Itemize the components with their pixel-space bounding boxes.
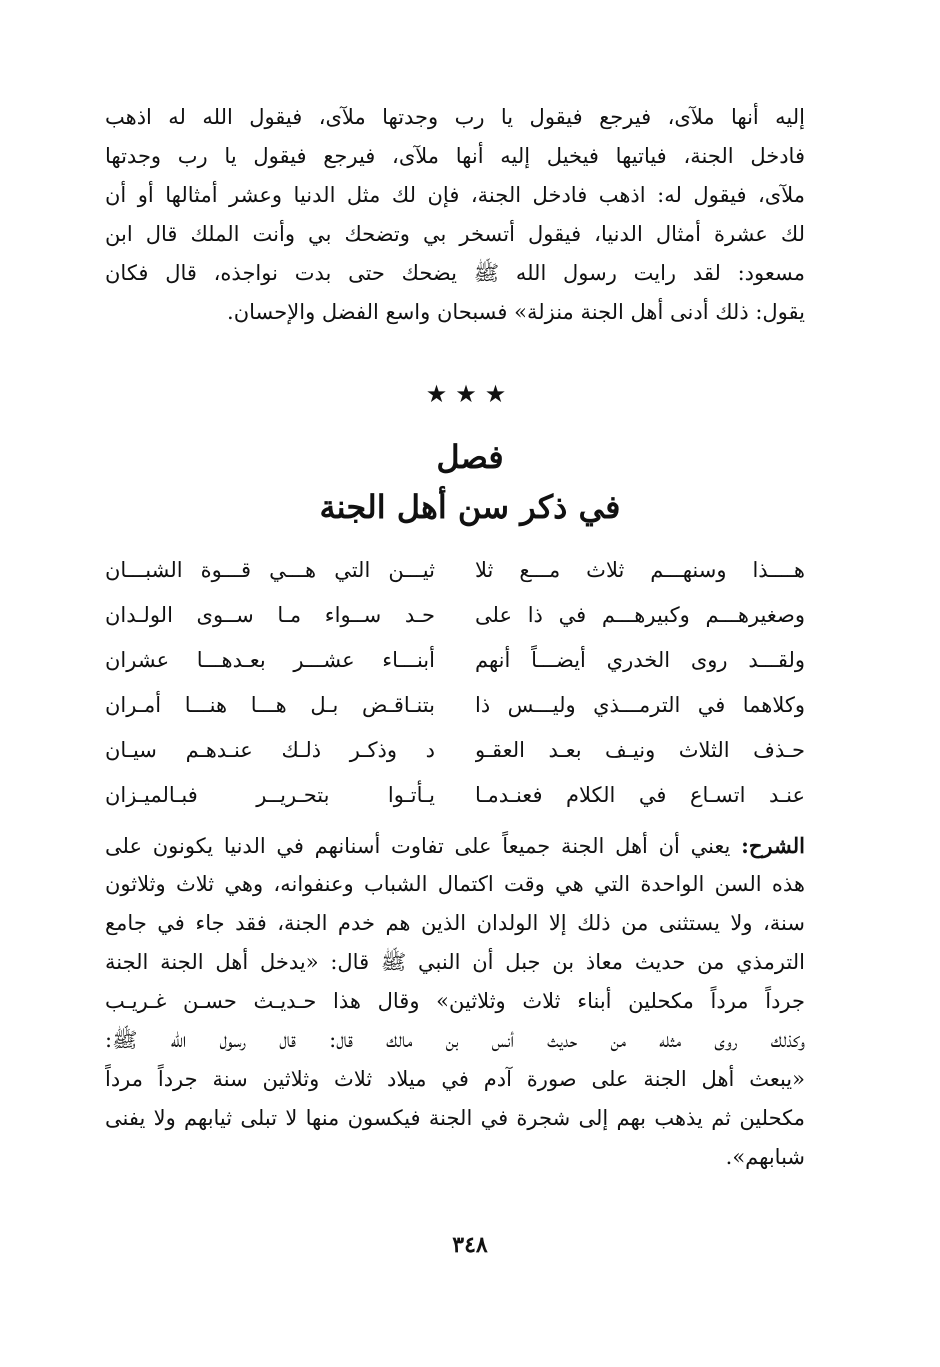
commentary-line: «يبعث أهل الجنة على صورة آدم في ميلاد ثلاث وثلاثين سنة جرداً مرداً bbox=[105, 1067, 805, 1091]
verse-second-hemistich: بتنـاقـض بـل هـــا هنـــا أمـران bbox=[105, 693, 435, 717]
commentary-line: شبابهم». bbox=[725, 1145, 805, 1169]
chapter-heading: فصل bbox=[436, 438, 504, 476]
verse-first-hemistich: وصغيرهـــم وكبيرهـــم في ذا على bbox=[475, 603, 805, 627]
verse-second-hemistich: يـأتـوا بتحـريــر فبـالميـزان bbox=[105, 783, 435, 807]
verse-second-hemistich: د وذكـر ذلـك عنـدهـم سيـان bbox=[105, 738, 435, 762]
verse bbox=[105, 683, 805, 728]
intro-line: إليه أنها ملآى، فيرجع فيقول يا رب وجدتها ملآى، فيقول الله له اذهب bbox=[105, 105, 805, 129]
verse bbox=[105, 773, 805, 818]
verse-first-hemistich: وكلاهما في الترمـــذي وليـــس ذا bbox=[475, 693, 805, 717]
commentary-line bbox=[105, 826, 805, 865]
intro-paragraph bbox=[105, 98, 805, 332]
verse-first-hemistich: ولقـــد روى الخدري أيضـــاً أنهم bbox=[475, 648, 805, 672]
poem bbox=[105, 548, 805, 818]
verse bbox=[105, 638, 805, 683]
commentary-text: يعني أن أهل الجنة جميعاً على تفاوت أسنانهم في الدنيا يكونون على bbox=[105, 834, 742, 858]
intro-line: لك عشرة أمثال الدنيا، فيقول أتسخر بي وتضحك بي وأنت الملك قال ابن bbox=[105, 222, 805, 246]
commentary-line: جرداً مرداً مكحلين أبناء ثلاث وثلاثين» وقال هذا حـديـث حسـن غـريـب bbox=[105, 989, 805, 1013]
commentary-paragraph bbox=[105, 826, 805, 1177]
commentary-line: مكحلين ثم يذهب بهم إلى شجرة في الجنة فيكسون منها لا تبلى ثيابهم ولا يفنى bbox=[105, 1106, 805, 1130]
verse-second-hemistich: حـد ســواء مـا ســوى الولـدان bbox=[105, 603, 435, 627]
intro-line: يقول: ذلك أدنى أهل الجنة منزلة» فسبحان واسع الفضل والإحسان. bbox=[227, 300, 805, 324]
verse bbox=[105, 593, 805, 638]
verse-first-hemistich: حـذف الثلاث ونيـف بعـد العقـو bbox=[475, 738, 805, 762]
chapter-subheading: في ذكر سن أهل الجنة bbox=[319, 488, 621, 526]
commentary-line: هذه السن الواحدة التي هي وقت اكتمال الشباب وعنفوانه، وهي ثلاث وثلاثون bbox=[105, 872, 805, 896]
commentary-label: الشرح: bbox=[741, 833, 805, 858]
verse-second-hemistich: ثيـــن التي هـــي قـــوة الشبـــان bbox=[105, 558, 435, 582]
page-number: ٣٤٨ bbox=[452, 1232, 488, 1258]
verse bbox=[105, 728, 805, 773]
intro-line: ملآى، فيقول له: اذهب فادخل الجنة، فإن لك مثل الدنيا وعشر أمثالها أو أن bbox=[105, 183, 805, 207]
intro-line: فادخل الجنة، فياتيها فيخيل إليه أنها ملآى، فيرجع فيقول يا رب وجدتها bbox=[105, 144, 805, 168]
verse-first-hemistich: عنـد اتسـاع في الكلام فعنـدمـا bbox=[475, 783, 805, 807]
commentary-line: سنة، ولا يستثنى من ذلك إلا الولدان الذين هم خدم الجنة، فقد جاء في جامع bbox=[105, 911, 805, 935]
commentary-line: الترمذي من حديث معاذ بن جبل أن النبي ﷺ قال: «يدخل أهل الجنة الجنة bbox=[105, 950, 805, 974]
verse-second-hemistich: أبنـــاء عشـــر بعـدهـــا عشران bbox=[105, 648, 435, 672]
section-separator: ★★★ bbox=[425, 380, 515, 408]
verse-first-hemistich: هــــذا وسنهـــم ثلاث مـــع ثلا bbox=[475, 558, 805, 582]
commentary-line: وكذلك روى مثله من حديث أنس بن مالك قال: قال رسول الله ﷺ: bbox=[105, 1028, 805, 1052]
intro-line: مسعود: لقد رايت رسول الله ﷺ يضحك حتى بدت نواجذه، قال فكان bbox=[105, 261, 805, 285]
verse bbox=[105, 548, 805, 593]
